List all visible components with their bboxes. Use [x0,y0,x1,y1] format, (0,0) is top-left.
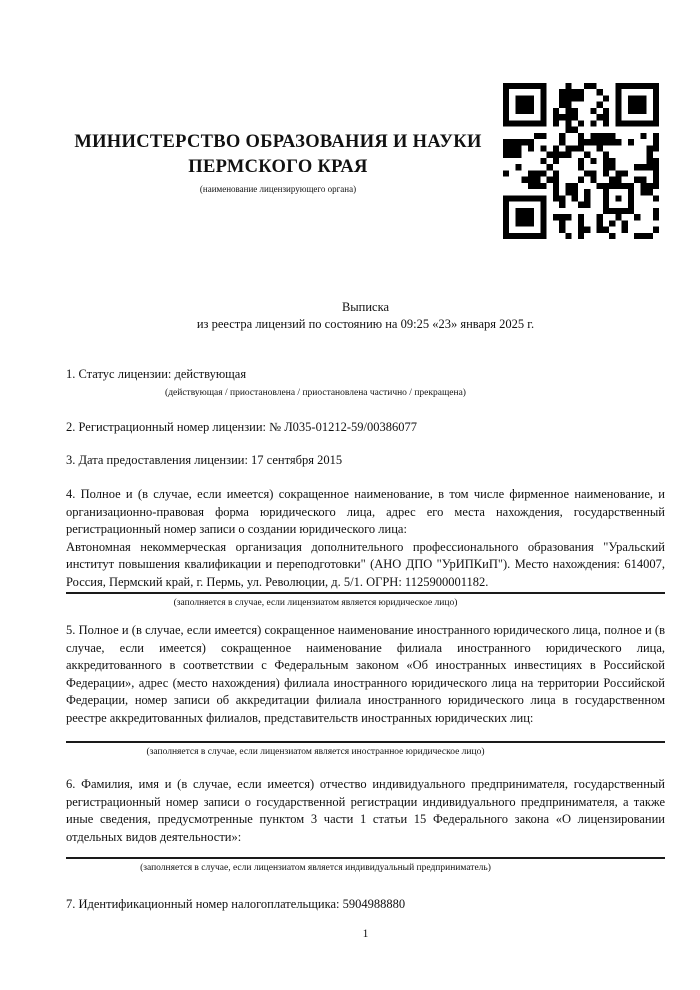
item-foreign-entity [66,622,665,758]
ministry-name-line1: МИНИСТЕРСТВО ОБРАЗОВАНИЯ И НАУКИ [74,132,482,152]
license-status-caption: (действующая / приостановлена / приостановлена частично / прекращена) [165,387,466,398]
license-status-text: 1. Статус лицензии: действующая [66,367,247,381]
licensing-authority-caption: (наименование лицензирующего органа) [199,184,357,194]
individual-entrepreneur-label: 6. Фамилия, имя и (в случае, если имеется) отчество индивидуального предпринимателя, государственный регистрационный номер записи о государственной регистрации индивидуального предпринимателя, а также иные сведения, предусмотренные пунктом 3 части 1 статьи 15 Федерального закона «О лицензировании отдельных видов деятельности»: [66,777,665,844]
foreign-entity-caption: (заполняется в случае, если лицензиатом является иностранное юридическое лицо) [146,746,485,757]
individual-entrepreneur-blank-field [66,846,665,859]
legal-entity-label: 4. Полное и (в случае, если имеется) сокращенное наименование, в том числе фирменное наименование, и организационно-правовая форма юридического лица, адрес его места нахождения, государственный регистрационный номер записи о создании юридического лица: [66,487,665,537]
individual-entrepreneur-caption: (заполняется в случае, если лицензиатом является индивидуальный предприниматель) [140,863,491,874]
item-license-date [66,452,665,470]
item-taxpayer-number [66,896,665,914]
item-license-status [66,366,665,399]
title-line1: Выписка [341,300,390,314]
legal-entity-value: Автономная некоммерческая организация дополнительного профессионального образования "Уральский институт повышения квалификации и переподготовки" (АНО ДПО "УрИПКиП"). Место нахождения: 614007, Россия, Пермский край, г. Пермь, ул. Революции, д. 5/1. ОГРН: 1125900001182. [66,539,665,594]
document-title [66,299,665,333]
legal-entity-caption: (заполняется в случае, если лицензиатом является юридическое лицо) [173,597,458,608]
license-date-text: 3. Дата предоставления лицензии: 17 сентября 2015 [66,453,343,467]
ministry-name-line2: ПЕРМСКОГО КРАЯ [188,157,368,177]
ministry-header [66,130,490,195]
item-registration-number [66,419,665,437]
registration-number-text: 2. Регистрационный номер лицензии: № Л035-01212-59/00386077 [66,420,417,434]
item-legal-entity [66,486,665,609]
foreign-entity-blank-field [66,728,665,743]
page-number: 1 [362,928,369,940]
qr-code-icon [503,83,659,239]
foreign-entity-label: 5. Полное и (в случае, если имеется) сокращенное наименование иностранного юридического лица, полное и (в случае, если имеется) сокращенное наименование филиала иностранного юридического лица, аккредитованного в соответствии с Федеральным законом «Об иностранных инвестициях в Российской Федерации», адрес (место нахождения) филиала иностранного юридического лица на территории Российской Федерации, номер записи об аккредитации филиала иностранного юридического лица в государственном реестре аккредитованных филиалов, представительств иностранных юридических лиц: [66,623,665,725]
title-line2: из реестра лицензий по состоянию на 09:25 «23» января 2025 г. [196,317,535,331]
item-individual-entrepreneur [66,776,665,874]
taxpayer-number-text: 7. Идентификационный номер налогоплательщика: 5904988880 [66,897,406,911]
